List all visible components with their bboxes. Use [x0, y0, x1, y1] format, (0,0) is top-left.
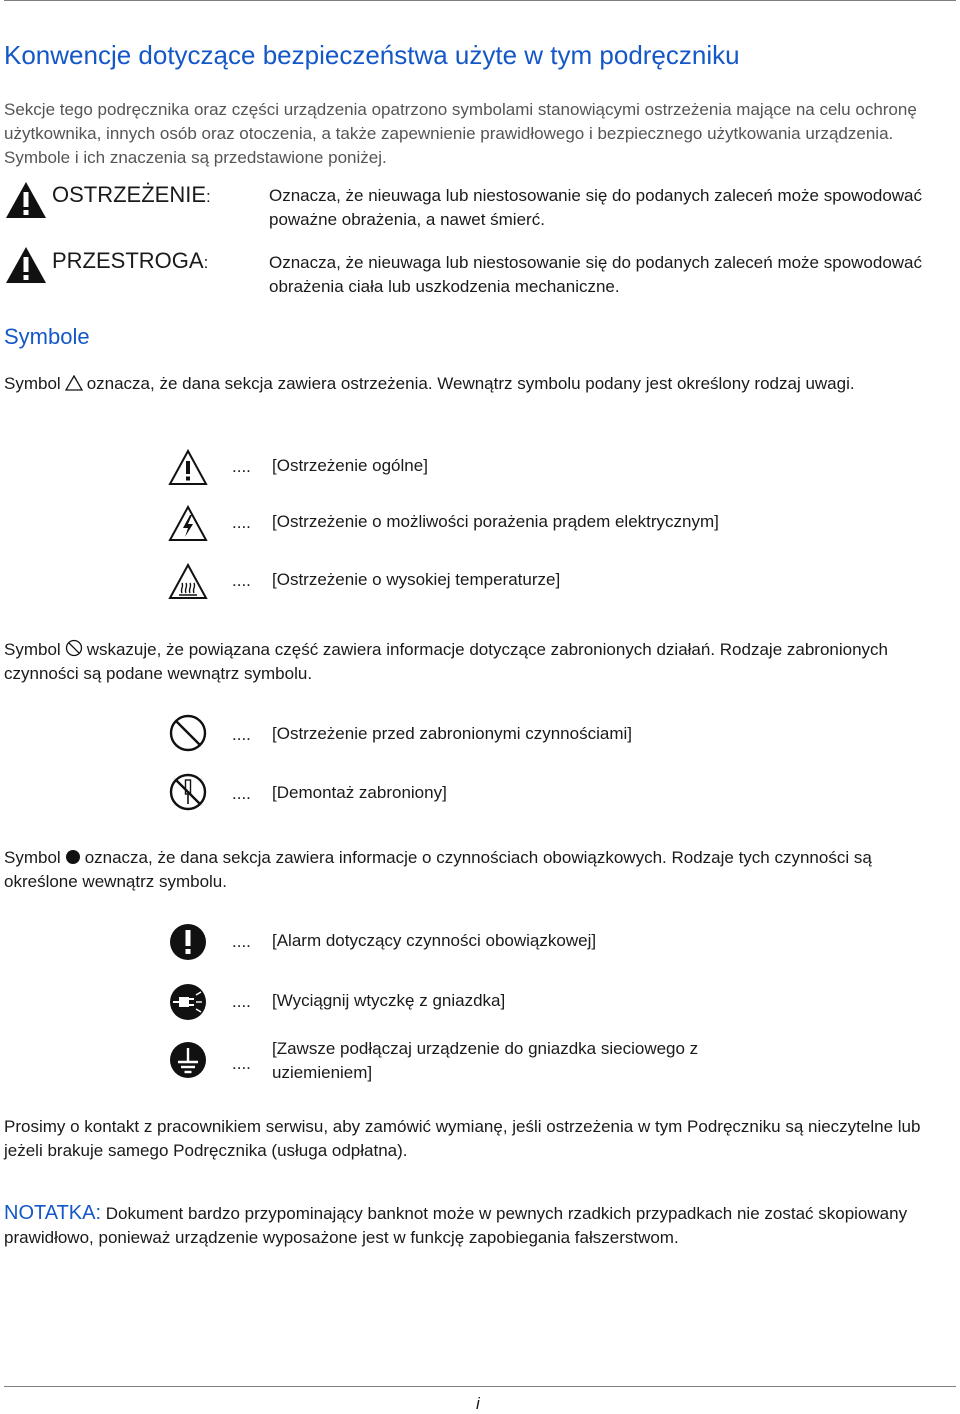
dots: ....: [232, 992, 251, 1011]
intro-paragraph: Sekcje tego podręcznika oraz części urządzenia opatrzono symbolami stanowiącymi ostrzeżenia mające na celu ochronę użytkownika, innych osób oraz otoczenia, a także zapewnienie prawidłowego i bezpiecznego użytkowania urządzenia. Symbole i ich znaczenia są przedstawione poniżej.: [4, 100, 917, 167]
prohibited-action-icon: [168, 713, 208, 753]
dots: ....: [232, 1054, 251, 1073]
note-paragraph: [4, 1201, 949, 1250]
electric-shock-warning-icon: [168, 504, 208, 544]
item-label: [Demontaż zabroniony]: [272, 783, 447, 802]
warning-description: Oznacza, że nieuwaga lub niestosowanie się do podanych zaleceń może spowodować poważne obrażenia, a nawet śmierć.: [269, 186, 923, 229]
list-item: [168, 504, 948, 548]
warning-triangle-icon: [4, 180, 48, 220]
mandatory-alert-icon: [168, 922, 208, 962]
list-item: [168, 713, 948, 757]
caution-description: Oznacza, że nieuwaga lub niestosowanie się do podanych zaleceń może spowodować obrażenia ciała lub uszkodzenia mechaniczne.: [269, 253, 923, 296]
dots: ....: [232, 932, 251, 951]
high-temperature-warning-icon: [168, 562, 208, 602]
list-item: [168, 982, 948, 1026]
triangle-outline-icon: [65, 375, 83, 391]
note-label: NOTATKA:: [4, 1202, 102, 1224]
item-label: [Alarm dotyczący czynności obowiązkowej]: [272, 931, 597, 950]
item-label: [Wyciągnij wtyczkę z gniazdka]: [272, 991, 506, 1010]
footer-rule: [4, 1386, 956, 1387]
top-rule: [4, 0, 956, 1]
list-item: [168, 922, 948, 966]
dots: ....: [232, 513, 251, 532]
note-text: Dokument bardzo przypominający banknot może w pewnych rzadkich przypadkach nie zostać skopiowany prawidłowo, ponieważ urządzenie wyposażone jest w funkcję zapobiegania fałszerstwom.: [4, 1204, 908, 1247]
list-item: [168, 1040, 948, 1090]
general-warning-icon: [168, 448, 208, 488]
warning-triangle-icon: [4, 245, 48, 285]
disassembly-prohibited-icon: [168, 772, 208, 812]
dots: ....: [232, 571, 251, 590]
item-label: [Ostrzeżenie o możliwości porażenia prądem elektrycznym]: [272, 512, 719, 531]
contact-paragraph: Prosimy o kontakt z pracownikiem serwisu, aby zamówić wymianę, jeśli ostrzeżenia w tym Podręczniku są nieczytelne lub jeżeli brakuje samego Podręcznika (usługa odpłatna).: [4, 1117, 921, 1160]
dots: ....: [232, 457, 251, 476]
symbols-heading: Symbole: [4, 324, 90, 349]
list-item: [168, 448, 948, 492]
item-label: [Ostrzeżenie o wysokiej temperaturze]: [272, 570, 561, 589]
page-title: Konwencje dotyczące bezpieczeństwa użyte w tym podręczniku: [4, 40, 740, 70]
triangle-symbol-paragraph: Symbol oznacza, że dana sekcja zawiera ostrzeżenia. Wewnątrz symbolu podany jest określony rodzaj uwagi.: [4, 374, 855, 393]
ground-connection-icon: [168, 1040, 208, 1080]
prohibition-symbol-paragraph: Symbol wskazuje, że powiązana część zawiera informacje dotyczące zabronionych działań. Rodzaje zabronionych czynności są podane wewnątrz symbolu.: [4, 640, 888, 683]
item-label: [Ostrzeżenie ogólne]: [272, 456, 428, 475]
warning-label: OSTRZEŻENIE:: [52, 182, 211, 207]
item-label: [Ostrzeżenie przed zabronionymi czynnościami]: [272, 724, 632, 743]
prohibition-outline-icon: [65, 639, 83, 657]
filled-circle-icon: [65, 849, 81, 865]
list-item: [168, 562, 948, 606]
caution-label: PRZESTROGA:: [52, 248, 209, 273]
page-number: i: [476, 1394, 480, 1413]
item-label: [Zawsze podłączaj urządzenie do gniazdka sieciowego z uziemieniem]: [272, 1039, 699, 1082]
list-item: [168, 772, 948, 816]
dots: ....: [232, 725, 251, 744]
unplug-icon: [168, 982, 208, 1022]
mandatory-symbol-paragraph: Symbol oznacza, że dana sekcja zawiera informacje o czynnościach obowiązkowych. Rodzaje tych czynności są określone wewnątrz symbolu.: [4, 848, 872, 891]
dots: ....: [232, 784, 251, 803]
